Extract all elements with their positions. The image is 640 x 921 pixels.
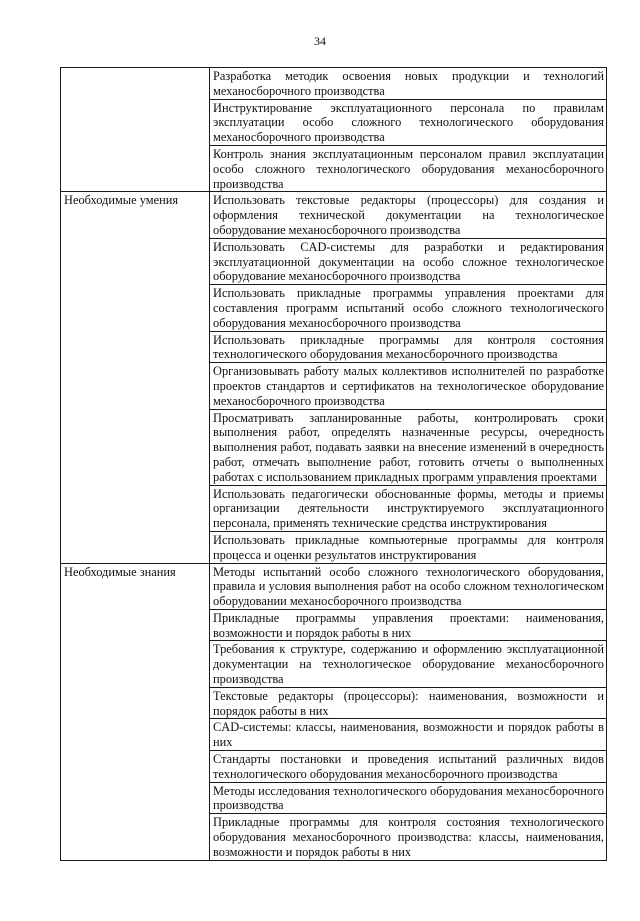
requirement-text: Прикладные программы управления проектами: наименования, возможности и порядок работы в них xyxy=(210,609,607,641)
requirements-table xyxy=(60,67,607,861)
requirement-text: Методы испытаний особо сложного технологического оборудования, правила и условия выполнения работ на особо сложном технологическом оборудовании механосборочного производства xyxy=(210,563,607,609)
page-number: 34 xyxy=(314,34,326,48)
requirement-text: Текстовые редакторы (процессоры): наименования, возможности и порядок работы в них xyxy=(210,687,607,719)
table-row xyxy=(61,192,607,238)
requirement-text: Просматривать запланированные работы, контролировать сроки выполнения работ, определять назначенные ресурсы, очередность выполнения работ, подавать заявки на внесение изменений в очередность работ, отмечать выполнение работ, готовить отчеты о выполненных работах с использованием прикладных программ управления проектами xyxy=(210,409,607,485)
requirement-text: Требования к структуре, содержанию и оформлению эксплуатационной документации на технологическое оборудование механосборочного производства xyxy=(210,641,607,687)
requirement-text: Организовывать работу малых коллективов исполнителей по разработке проектов стандартов и сертификатов на технологическое оборудование механосборочного производства xyxy=(210,363,607,409)
requirement-text: Разработка методик освоения новых продукции и технологий механосборочного производства xyxy=(210,68,607,100)
requirement-text: Инструктирование эксплуатационного персонала по правилам эксплуатации особо сложного технологического оборудования механосборочного производства xyxy=(210,99,607,145)
section-label: Необходимые умения xyxy=(61,192,210,563)
requirement-text: CAD-системы: классы, наименования, возможности и порядок работы в них xyxy=(210,719,607,751)
requirement-text: Использовать педагогически обоснованные формы, методы и приемы организации деятельности инструктируемого эксплуатационного персонала, применять технические средства инструктирования xyxy=(210,485,607,531)
requirement-text: Стандарты постановки и проведения испытаний различных видов технологического оборудования механосборочного производства xyxy=(210,751,607,783)
requirement-text: Контроль знания эксплуатационным персоналом правил эксплуатации особо сложного технологического оборудования механосборочного производства xyxy=(210,145,607,191)
requirement-text: Использовать CAD-системы для разработки и редактирования эксплуатационной документации на особо сложное технологическое оборудование механосборочного производства xyxy=(210,238,607,284)
requirements-table-body xyxy=(61,68,607,861)
table-row xyxy=(61,68,607,100)
requirement-text: Прикладные программы для контроля состояния технологического оборудования механосборочного производства: классы, наименования, возможности и порядок работы в них xyxy=(210,814,607,860)
requirement-text: Использовать прикладные компьютерные программы для контроля процесса и оценки результатов инструктирования xyxy=(210,531,607,563)
requirement-text: Использовать текстовые редакторы (процессоры) для создания и оформления технической документации на технологическое оборудование механосборочного производства xyxy=(210,192,607,238)
requirement-text: Использовать прикладные программы для контроля состояния технологического оборудования механосборочного производства xyxy=(210,331,607,363)
section-label xyxy=(61,68,210,192)
table-row xyxy=(61,563,607,609)
requirement-text: Использовать прикладные программы управления проектами для составления программ испытаний особо сложного технологического оборудования механосборочного производства xyxy=(210,285,607,331)
requirement-text: Методы исследования технологического оборудования механосборочного производства xyxy=(210,782,607,814)
section-label: Необходимые знания xyxy=(61,563,210,860)
